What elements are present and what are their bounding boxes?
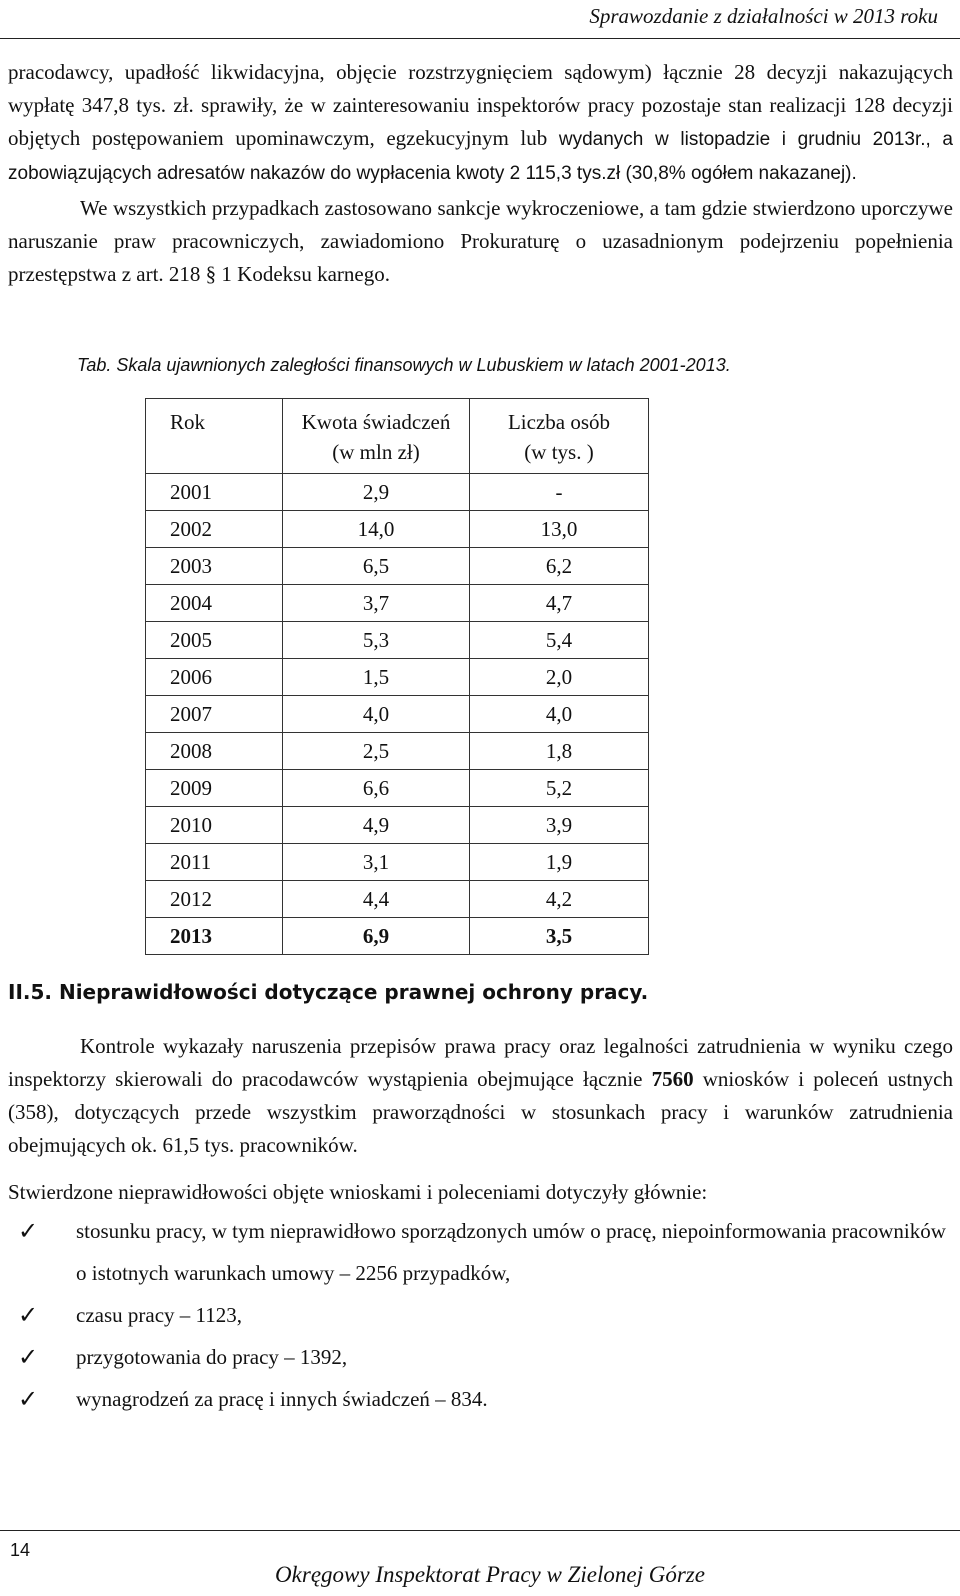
cell-amount: 6,5 [283, 548, 470, 585]
cell-people: 4,2 [470, 881, 649, 918]
table-row [146, 585, 649, 622]
paragraph-3 [8, 1030, 953, 1162]
cell-amount: 6,6 [283, 770, 470, 807]
table-row [146, 807, 649, 844]
table-row [146, 770, 649, 807]
header-people-line1: Liczba osób [507, 410, 611, 434]
cell-people: - [470, 474, 649, 511]
page-number: 14 [10, 1540, 31, 1560]
cell-amount: 14,0 [283, 511, 470, 548]
cell-year: 2002 [146, 511, 283, 548]
list-item [8, 1294, 953, 1336]
table-caption: Tab. Skala ujawnionych zaległości finansowych w Lubuskiem w latach 2001-2013. [77, 355, 731, 375]
cell-people: 3,5 [470, 918, 649, 955]
cell-people: 13,0 [470, 511, 649, 548]
cell-people: 5,4 [470, 622, 649, 659]
table-row [146, 733, 649, 770]
header-people-line2: (w tys. ) [524, 440, 594, 464]
cell-year: 2004 [146, 585, 283, 622]
cell-year: 2006 [146, 659, 283, 696]
cell-year: 2013 [146, 918, 283, 955]
cell-people: 3,9 [470, 807, 649, 844]
cell-people: 2,0 [470, 659, 649, 696]
header-year: Rok [146, 399, 283, 474]
table-row [146, 511, 649, 548]
paragraph-1-serif: pracodawcy, upadłość likwidacyjna, objęcie rozstrzygnięciem sądowym) łącznie 28 decyzji nakazujących wypłatę 347,8 tys. zł. sprawiły, że w zainteresowaniu inspektorów pracy pozostaje stan realizacji 128 decyzji objętych postępowaniem upominawczym, egzekucyjnym lub [8, 60, 953, 150]
header-rule [0, 38, 960, 39]
header-amount-line1: Kwota świadczeń [301, 410, 451, 434]
cell-amount: 6,9 [283, 918, 470, 955]
paragraph-3-after: wniosków i poleceń ustnych (358), dotyczących przede wszystkim praworządności w stosunkach pracy i warunków zatrudnienia obejmujących ok. 61,5 tys. pracowników. [8, 1067, 954, 1157]
table-row [146, 548, 649, 585]
cell-year: 2005 [146, 622, 283, 659]
cell-year: 2009 [146, 770, 283, 807]
cell-year: 2007 [146, 696, 283, 733]
paragraph-1 [8, 56, 953, 190]
table-row [146, 474, 649, 511]
table-row [146, 659, 649, 696]
paragraph-1-sans: wydanych w listopadzie i grudniu 2013r., a zobowiązujących adresatów nakazów do wypłacenia kwoty 2 115,3 tys.zł (30,8% ogółem nakazanej). [8, 129, 953, 184]
table-row [146, 844, 649, 881]
header-amount-line2: (w mln zł) [332, 440, 420, 464]
list-item [8, 1336, 953, 1378]
findings-list [8, 1210, 953, 1420]
cell-year: 2010 [146, 807, 283, 844]
paragraph-4: Stwierdzone nieprawidłowości objęte wnioskami i poleceniami dotyczyły głównie: [8, 1180, 708, 1204]
cell-amount: 4,9 [283, 807, 470, 844]
list-item-text: wynagrodzeń za pracę i innych świadczeń – 834. [76, 1387, 488, 1411]
cell-year: 2008 [146, 733, 283, 770]
list-item [8, 1210, 953, 1294]
page-header: Sprawozdanie z działalności w 2013 roku [589, 4, 938, 28]
cell-amount: 4,4 [283, 881, 470, 918]
list-item-text: czasu pracy – 1123, [76, 1303, 242, 1327]
cell-year: 2012 [146, 881, 283, 918]
footer-rule [0, 1530, 960, 1531]
cell-amount: 5,3 [283, 622, 470, 659]
header-people [470, 399, 649, 474]
cell-year: 2001 [146, 474, 283, 511]
paragraph-2: We wszystkich przypadkach zastosowano sankcje wykroczeniowe, a tam gdzie stwierdzono uporczywe naruszanie praw pracowniczych, zawiadomiono Prokuraturę o uzasadnionym podejrzeniu popełnienia przestępstwa z art. 218 § 1 Kodeksu karnego. [8, 196, 953, 286]
cell-people: 4,0 [470, 696, 649, 733]
paragraph-3-bold: 7560 [651, 1067, 694, 1091]
intro-paragraphs [8, 56, 953, 291]
table-row [146, 881, 649, 918]
list-item-text: stosunku pracy, w tym nieprawidłowo sporządzonych umów o pracę, niepoinformowania pracowników o istotnych warunkach umowy – 2256 przypadków, [76, 1219, 946, 1285]
checkmark-icon: ✓ [18, 1385, 39, 1413]
arrears-table [145, 398, 649, 955]
list-item [8, 1378, 953, 1420]
cell-amount: 2,5 [283, 733, 470, 770]
cell-year: 2011 [146, 844, 283, 881]
cell-year: 2003 [146, 548, 283, 585]
cell-people: 5,2 [470, 770, 649, 807]
table-row-highlight [146, 918, 649, 955]
cell-people: 6,2 [470, 548, 649, 585]
checkmark-icon: ✓ [18, 1343, 39, 1371]
table-header-row [146, 399, 649, 474]
table-row [146, 622, 649, 659]
section-paragraphs [8, 1030, 953, 1209]
table-row [146, 696, 649, 733]
cell-amount: 4,0 [283, 696, 470, 733]
header-amount [283, 399, 470, 474]
section-title: II.5. Nieprawidłowości dotyczące prawnej ochrony pracy. [8, 980, 649, 1004]
cell-amount: 3,1 [283, 844, 470, 881]
cell-people: 1,8 [470, 733, 649, 770]
checkmark-icon: ✓ [18, 1217, 39, 1245]
cell-amount: 1,5 [283, 659, 470, 696]
footer-text: Okręgowy Inspektorat Pracy w Zielonej Górze [275, 1562, 705, 1587]
cell-amount: 2,9 [283, 474, 470, 511]
list-item-text: przygotowania do pracy – 1392, [76, 1345, 348, 1369]
paragraph-3-before: Kontrole wykazały naruszenia przepisów prawa pracy oraz legalności zatrudnienia w wyniku czego inspektorzy skierowali do pracodawców wystąpienia obejmujące łącznie [8, 1034, 953, 1091]
cell-people: 4,7 [470, 585, 649, 622]
cell-people: 1,9 [470, 844, 649, 881]
checkmark-icon: ✓ [18, 1301, 39, 1329]
cell-amount: 3,7 [283, 585, 470, 622]
